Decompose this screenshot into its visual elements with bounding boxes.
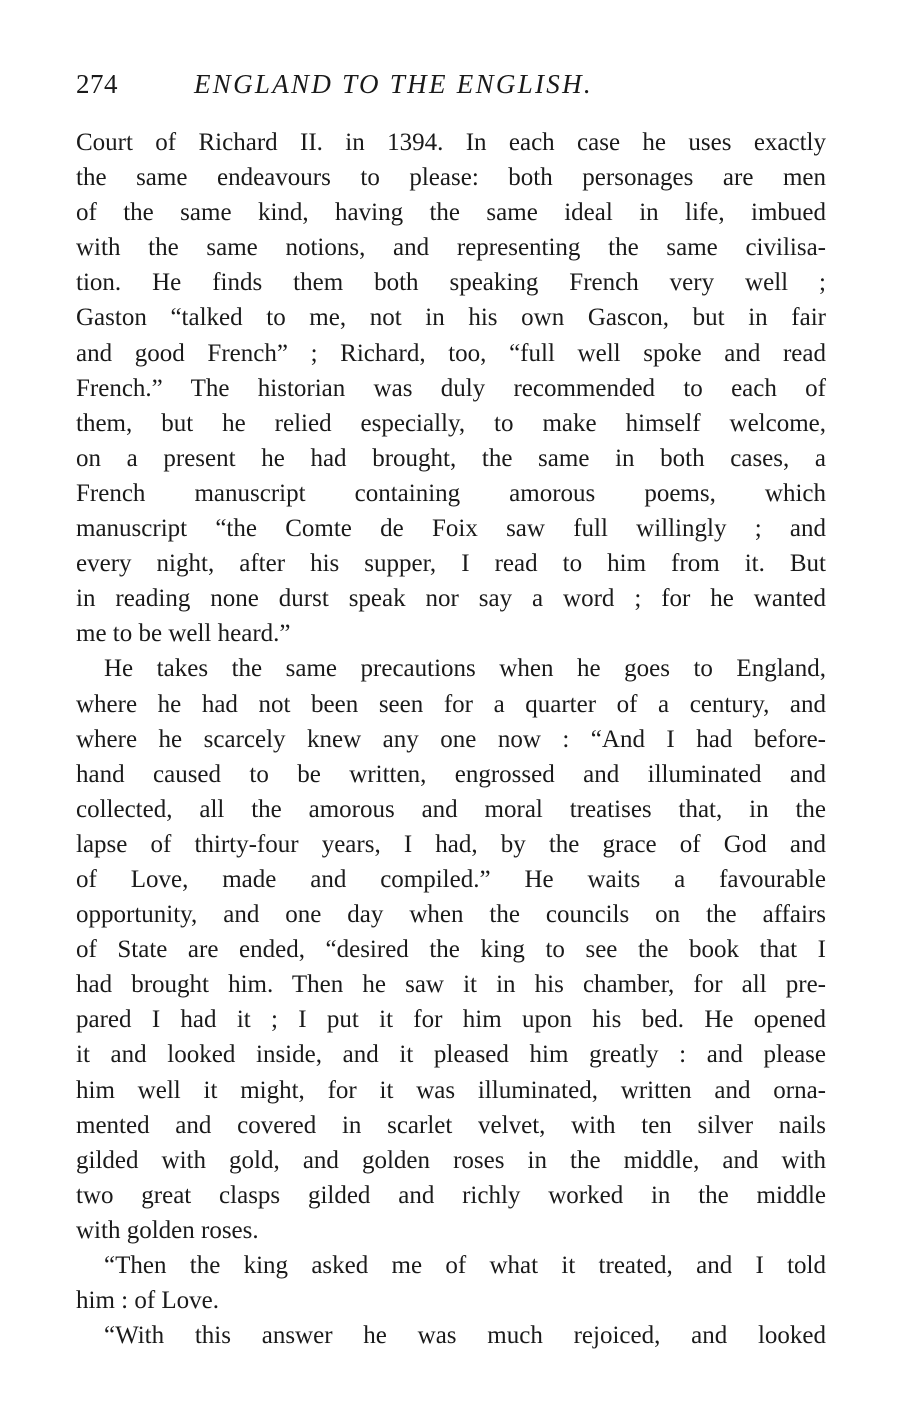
text-line: two great clasps gilded and richly worked in the middle (76, 1181, 826, 1209)
body-text (76, 125, 826, 1353)
text-line: pared I had it ; I put it for him upon his bed. He opened (76, 1006, 826, 1034)
text-line: where he scarcely knew any one now : “And I had before- (76, 725, 826, 753)
text-line: hand caused to be written, engrossed and illuminated and (76, 760, 826, 788)
text-line: of State are ended, “desired the king to see the book that I (76, 936, 826, 964)
text-line: every night, after his supper, I read to him from it. But (76, 550, 826, 578)
text-line: lapse of thirty-four years, I had, by the grace of God and (76, 830, 826, 858)
text-line: it and looked inside, and it pleased him greatly : and please (76, 1041, 826, 1069)
text-line: opportunity, and one day when the councils on the affairs (76, 901, 826, 929)
text-line: where he had not been seen for a quarter of a century, and (76, 690, 826, 718)
text-line: of Love, made and compiled.” He waits a favourable (76, 865, 826, 893)
text-line: “Then the king asked me of what it treated, and I told (104, 1252, 826, 1279)
paragraph (76, 651, 826, 1248)
text-line: of the same kind, having the same ideal in life, imbued (76, 199, 826, 227)
text-line: him : of Love. (76, 1287, 220, 1315)
text-line: He takes the same precautions when he goes to England, (104, 655, 826, 683)
book-title: ENGLAND TO THE ENGLISH. (194, 69, 593, 99)
text-line: with the same notions, and representing the same civilisa- (76, 234, 826, 262)
text-line: the same endeavours to please: both personages are men (76, 164, 826, 192)
text-line: collected, all the amorous and moral treatises that, in the (76, 795, 826, 823)
text-line: with golden roses. (76, 1216, 259, 1244)
text-line: tion. He finds them both speaking French very well ; (76, 269, 826, 297)
text-line: manuscript “the Comte de Foix saw full willingly ; and (76, 515, 826, 543)
paragraph (76, 1318, 826, 1353)
text-line: in reading none durst speak nor say a word ; for he wanted (76, 585, 826, 613)
text-line: and good French” ; Richard, too, “full well spoke and read (76, 339, 826, 367)
page-number: 274 (76, 69, 118, 99)
text-line: French.” The historian was duly recommended to each of (76, 374, 826, 402)
text-line: me to be well heard.” (76, 620, 291, 648)
paragraph (76, 125, 826, 651)
running-head (76, 64, 826, 104)
text-line: on a present he had brought, the same in both cases, a (76, 444, 826, 472)
paragraph (76, 1248, 826, 1318)
text-line: Gaston “talked to me, not in his own Gascon, but in fair (76, 304, 826, 332)
text-line: gilded with gold, and golden roses in the middle, and with (76, 1146, 826, 1174)
text-line: had brought him. Then he saw it in his chamber, for all pre- (76, 971, 826, 999)
text-line: them, but he relied especially, to make himself welcome, (76, 409, 826, 437)
text-line: Court of Richard II. in 1394. In each case he uses exactly (76, 129, 826, 156)
text-line: mented and covered in scarlet velvet, with ten silver nails (76, 1111, 826, 1139)
text-line: “With this answer he was much rejoiced, and looked (104, 1322, 826, 1350)
text-line: him well it might, for it was illuminated, written and orna- (76, 1076, 826, 1104)
text-line: French manuscript containing amorous poems, which (76, 479, 826, 507)
